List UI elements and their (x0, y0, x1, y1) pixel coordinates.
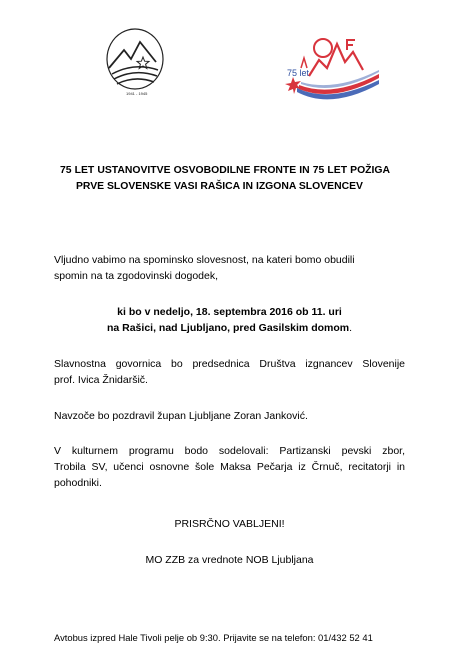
mountain-star-seal-icon (104, 26, 166, 104)
invitation-line-2: spomin na ta zgodovinski dogodek, (54, 270, 219, 282)
speaker-line-1: Slavnostna govornica bo predsednica Društva izgnancev Slovenije (54, 358, 405, 370)
of-75-let-logo-icon (275, 30, 385, 104)
invitation-line-1: Vljudno vabimo na spominsko slovesnost, na kateri bomo obudili (54, 254, 355, 266)
event-location-line (54, 320, 405, 336)
invitation-paragraph (54, 252, 405, 284)
program-paragraph (54, 443, 405, 491)
heading-line-1: 75 LET USTANOVITVE OSVOBODILNE FRONTE IN 75 LET POŽIGA (60, 165, 390, 176)
program-line-1: V kulturnem programu bodo sodelovali: Partizanski pevski zbor, (54, 445, 405, 457)
seal-years: 1941 - 1945 (126, 91, 148, 96)
greeting-paragraph: Navzoče bo pozdravil župan Ljubljane Zoran Janković. (54, 410, 308, 422)
event-date-line: ki bo v nedeljo, 18. septembra 2016 ob 11. uri (117, 306, 342, 318)
event-location-text: na Rašici, nad Ljubljano, pred Gasilskim domom (106, 322, 350, 334)
event-location-period: . (349, 322, 353, 334)
organizer-text: MO ZZB za vrednote NOB Ljubljana (145, 554, 314, 566)
program-line-3: pohodniki. (54, 477, 102, 489)
program-line-2: Trobila SV, učenci osnovne šole Maksa Pečarja iz Črnuč, recitatorji in (54, 461, 405, 473)
organization-seal-logo (104, 26, 166, 104)
heading-line-2: PRVE SLOVENSKE VASI RAŠICA IN IZGONA SLOVENCEV (76, 181, 363, 192)
document-heading (60, 163, 390, 195)
transport-footer: Avtobus izpred Hale Tivoli pelje ob 9:30. Prijavite se na telefon: 01/432 52 41 (54, 632, 373, 643)
closing-text: PRISRČNO VABLJENI! (174, 518, 285, 530)
event-details (54, 304, 405, 336)
of-75-let-logo (275, 30, 385, 104)
speaker-line-2: prof. Ivica Žnidaršič. (54, 374, 148, 386)
speaker-paragraph (54, 356, 405, 388)
logo-75-let-text: 75 let (287, 68, 310, 78)
